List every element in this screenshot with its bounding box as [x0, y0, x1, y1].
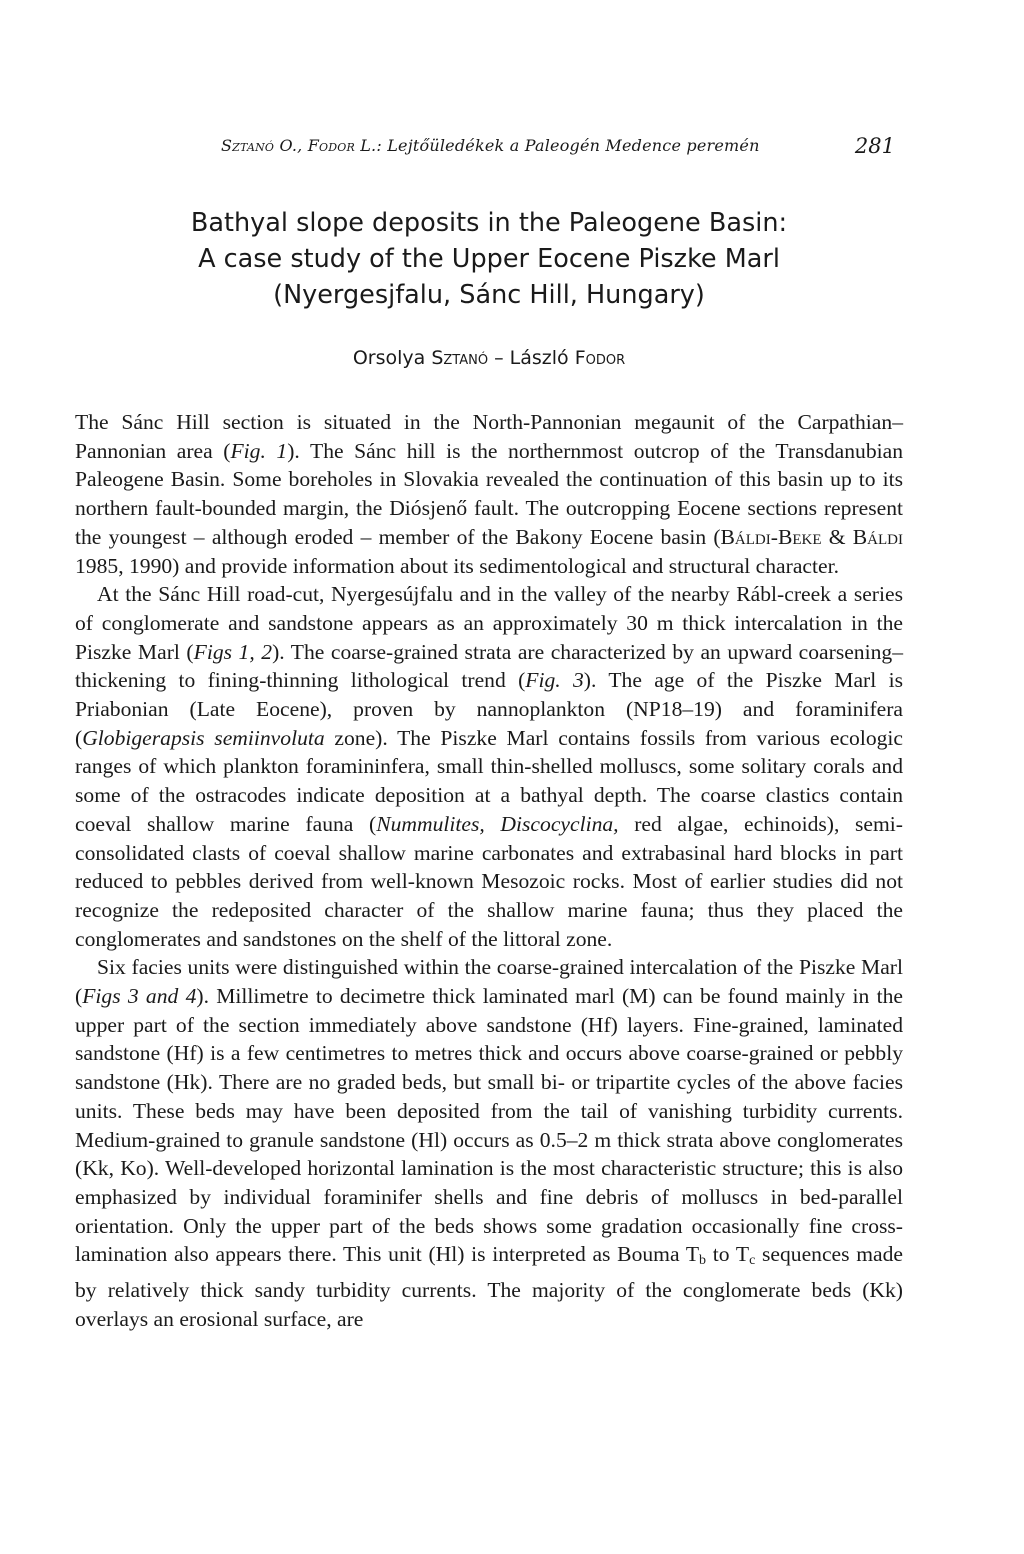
- text-run: sequences made by relatively thick sandy turbidity currents. The majority of the conglomerate beds (Kk) overlays an erosional surface, are: [75, 1242, 903, 1331]
- text-run: Six facies units were distinguished within the coarse-grained intercalation of the Piszke Marl (: [75, 955, 903, 1009]
- author-1-family: Sztanó: [431, 347, 489, 369]
- paragraph-3: [75, 953, 903, 1333]
- text-run: At the Sánc Hill road-cut, Nyergesújfalu and in the valley of the nearby Rábl-creek a series of conglomerate and sandstone appears as an approximately 30 m thick intercalation in the Piszke Marl (: [75, 582, 903, 664]
- citation-author: Báldi: [852, 524, 903, 549]
- subscript: b: [699, 1253, 707, 1269]
- article-body: [75, 408, 903, 1334]
- author-1-given: Orsolya: [352, 347, 426, 369]
- header-author-a-initial: O.,: [279, 136, 303, 155]
- title-line-3: (Nyergesjfalu, Sánc Hill, Hungary): [273, 280, 705, 310]
- text-run: to T: [706, 1242, 750, 1267]
- paragraph-2: [75, 580, 903, 953]
- header-author-b-initial: L.:: [360, 136, 382, 155]
- text-run: red algae, echinoids), semi-consolidated clasts of coeval shallow marine carbonates and extrabasinal hard blocks in part reduced to pebbles derived from well-known Mesozoic rocks. Most of earlier studies did not recognize the redeposited character of the shallow marine fauna; thus they placed the conglomerates and sandstones on the shelf of the littoral zone.: [75, 811, 903, 951]
- author-line: [75, 347, 903, 369]
- header-author-b: Fodor: [307, 136, 355, 155]
- text-run: ). The Sánc hill is the northernmost outcrop of the Transdanubian Paleogene Basin. Some boreholes in Slovakia revealed the continuation of this basin up to its northern fault-bounded margin, the Diósjenő fault. The outcropping Eocene sections represent the youngest – although eroded – member of the Bakony Eocene basin (: [75, 438, 903, 549]
- text-run: The Sánc Hill section is situated in the North-Pannonian megaunit of the Carpathian–Pannonian area (: [75, 410, 903, 463]
- author-2-given: László: [509, 347, 569, 369]
- figure-ref: Figs 1, 2: [193, 639, 273, 664]
- running-header-citation: [221, 136, 760, 155]
- header-journal-title: Lejtőüledékek a Paleogén Medence peremén: [387, 136, 760, 155]
- figure-ref: Fig. 1: [230, 438, 288, 463]
- page-number: 281: [854, 134, 895, 158]
- article-title: [75, 205, 903, 313]
- header-author-a: Sztanó: [221, 136, 275, 155]
- text-run: ). The coarse-grained strata are characterized by an upward coarsening–thickening to fining-thinning lithological trend (: [75, 639, 903, 693]
- figure-ref: Fig. 3: [525, 668, 584, 693]
- author-2-family: Fodor: [574, 347, 626, 369]
- author-separator: –: [494, 347, 504, 369]
- text-run: ). The age of the Piszke Marl is Priabonian (Late Eocene), proven by nannoplankton (NP18–19) and foraminifera (: [75, 668, 903, 750]
- subscript: c: [749, 1253, 756, 1269]
- paragraph-1: [75, 408, 903, 580]
- text-run: &: [821, 524, 853, 549]
- title-line-2: A case study of the Upper Eocene Piszke Marl: [198, 244, 780, 274]
- species-name: Nummulites, Discocyclina,: [376, 811, 619, 836]
- citation-author: Báldi-Beke: [720, 524, 822, 549]
- text-run: 1985, 1990) and provide information about its sedimentological and structural character.: [75, 553, 839, 578]
- text-run: ). Millimetre to decimetre thick laminated marl (M) can be found mainly in the upper part of the section immediately above sandstone (Hf) layers. Fine-grained, laminated sandstone (Hf) is a few centimetres to metres thick and occurs above coarse-grained or pebbly sandstone (Hk). There are no graded beds, but small bi- or tripartite cycles of the above facies units. These beds may have been deposited from the tail of vanishing turbidity currents. Medium-grained to granule sandstone (Hl) occurs as 0.5–2 m thick strata above conglomerates (Kk, Ko). Well-developed horizontal lamination is the most characteristic structure; this is also emphasized by individual foraminifer shells and fine debris of molluscs in bed-parallel orientation. Only the upper part of the beds shows some gradation occasionally fine cross-lamination also appears there. This unit (Hl) is interpreted as Bouma T: [75, 984, 903, 1267]
- text-run: zone). The Piszke Marl contains fossils from various ecologic ranges of which plankton foramininfera, small thin-shelled molluscs, some solitary corals and some of the ostracodes indicate deposition at a bathyal depth. The coarse clastics contain coeval shallow marine fauna (: [75, 725, 903, 836]
- species-name: Globigerapsis semiinvoluta: [82, 725, 325, 750]
- figure-ref: Figs 3 and 4: [82, 984, 197, 1009]
- title-line-1: Bathyal slope deposits in the Paleogene Basin:: [190, 208, 788, 238]
- running-header: [221, 134, 903, 164]
